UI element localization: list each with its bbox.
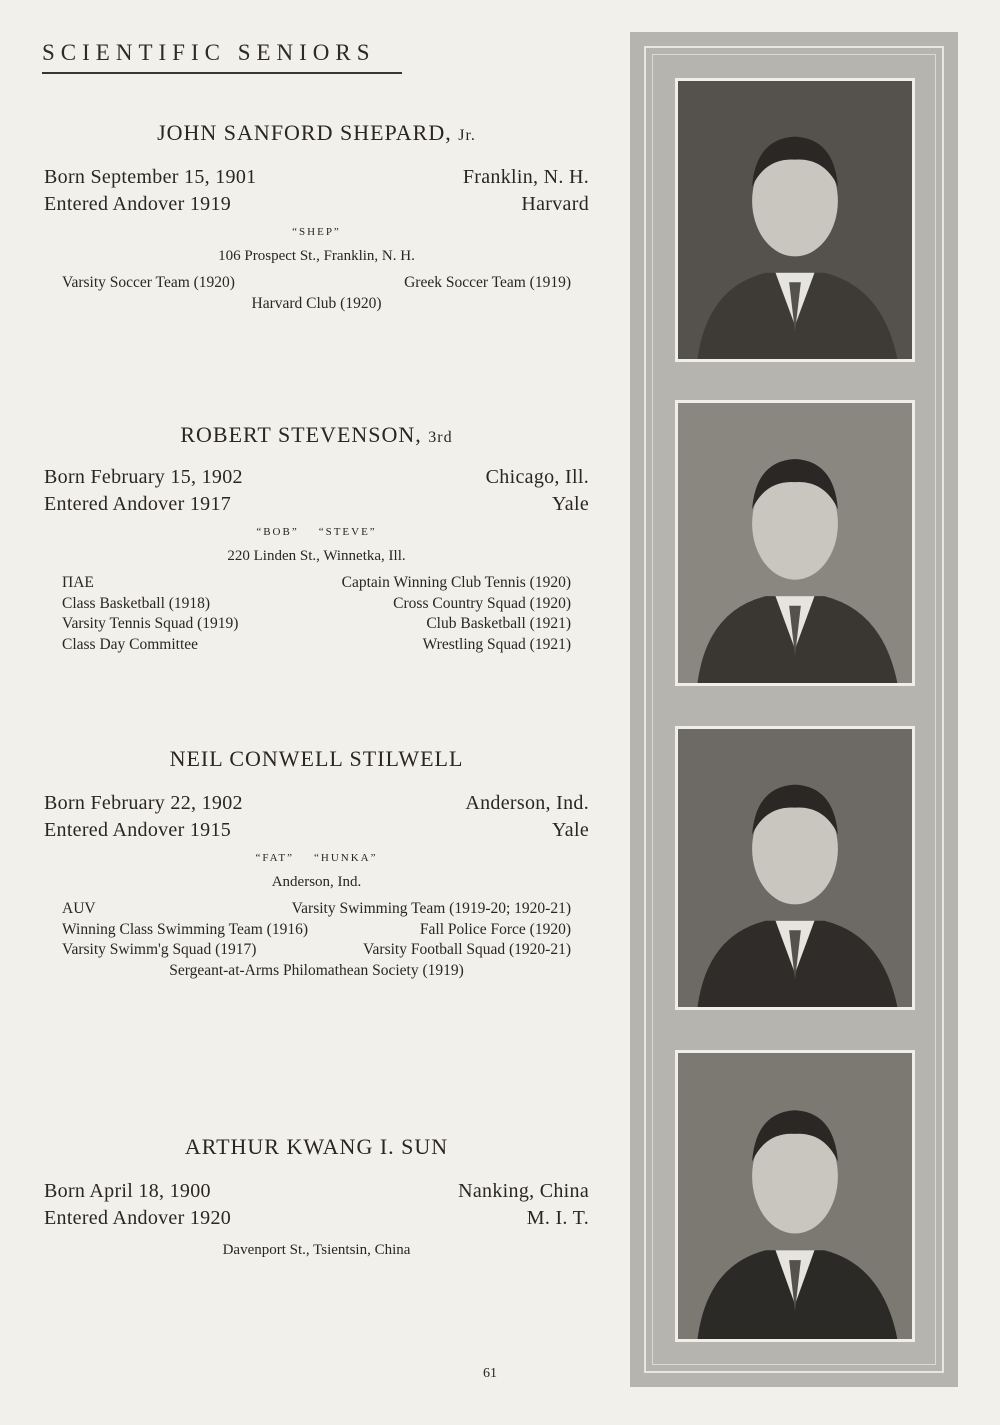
activity: Greek Soccer Team (1919) xyxy=(404,274,571,291)
birth-date: Born February 15, 1902 xyxy=(44,466,243,488)
activity: Harvard Club (1920) xyxy=(251,294,382,312)
address: Davenport St., Tsientsin, China xyxy=(222,1242,411,1258)
name-text: ARTHUR KWANG I. SUN xyxy=(184,1134,449,1159)
college: Yale xyxy=(552,819,589,841)
activity: Class Day Committee xyxy=(62,635,199,653)
birth-date: Born February 22, 1902 xyxy=(44,792,243,814)
name-suffix: Jr. xyxy=(458,127,476,144)
activity: Varsity Tennis Squad (1919) xyxy=(62,615,239,632)
name-text: JOHN SANFORD SHEPARD, xyxy=(157,120,452,145)
activities xyxy=(44,273,589,314)
birth-date: Born April 18, 1900 xyxy=(44,1180,211,1202)
name-text: NEIL CONWELL STILWELL xyxy=(169,746,464,771)
entered-year: Entered Andover 1919 xyxy=(44,193,232,215)
portrait-photo xyxy=(675,78,915,362)
hometown: Anderson, Ind. xyxy=(465,792,589,814)
activity: Varsity Swimming Team (1919-20; 1920-21) xyxy=(291,900,571,917)
college: M. I. T. xyxy=(526,1207,589,1229)
hometown: Franklin, N. H. xyxy=(462,166,589,188)
activity: Wrestling Squad (1921) xyxy=(422,635,571,653)
hometown: Nanking, China xyxy=(458,1180,589,1202)
entered-year: Entered Andover 1920 xyxy=(44,1207,232,1229)
activity: Class Basketball (1918) xyxy=(62,594,211,612)
entered-year: Entered Andover 1917 xyxy=(44,493,232,515)
activity: Fall Police Force (1920) xyxy=(419,920,571,938)
activity: Captain Winning Club Tennis (1920) xyxy=(341,574,571,591)
activity: AUV xyxy=(62,900,96,917)
address: 220 Linden St., Winnetka, Ill. xyxy=(227,548,406,564)
address: Anderson, Ind. xyxy=(271,874,362,890)
senior-name xyxy=(44,746,589,772)
name-text: ROBERT STEVENSON, xyxy=(180,422,422,447)
activity: Varsity Soccer Team (1920) xyxy=(62,274,235,291)
activities xyxy=(44,899,589,981)
portrait-photo xyxy=(675,400,915,686)
activity: Cross Country Squad (1920) xyxy=(393,594,571,612)
activity: Sergeant-at-Arms Philomathean Society (1919) xyxy=(169,961,464,979)
activities xyxy=(44,573,589,655)
senior-entry-stilwell xyxy=(44,746,589,981)
nickname: “STEVE” xyxy=(318,526,377,538)
nickname: “FAT” xyxy=(255,852,295,864)
senior-name xyxy=(44,1134,589,1160)
college: Yale xyxy=(552,493,589,515)
senior-entry-sun xyxy=(44,1134,589,1259)
senior-entry-stevenson xyxy=(44,422,589,655)
senior-name xyxy=(44,120,589,146)
nicknames xyxy=(44,226,589,238)
address: 106 Prospect St., Franklin, N. H. xyxy=(218,248,415,264)
nicknames xyxy=(44,852,589,864)
college: Harvard xyxy=(521,193,589,215)
entered-year: Entered Andover 1915 xyxy=(44,819,232,841)
page-number: 61 xyxy=(483,1366,497,1381)
senior-name xyxy=(44,422,589,448)
activity: Winning Class Swimming Team (1916) xyxy=(62,920,308,938)
section-header: SCIENTIFIC SENIORS xyxy=(42,40,402,74)
portrait-photo xyxy=(675,726,915,1010)
birth-date: Born September 15, 1901 xyxy=(44,166,257,188)
activity: Varsity Swimm'g Squad (1917) xyxy=(62,941,257,958)
activity: ΠAE xyxy=(62,574,94,591)
activity: Club Basketball (1921) xyxy=(426,615,571,632)
nickname: “HUNKA” xyxy=(314,852,378,864)
portrait-photo xyxy=(675,1050,915,1342)
portrait-stilwell xyxy=(678,729,912,1007)
nicknames xyxy=(44,526,589,538)
name-suffix: 3rd xyxy=(428,429,453,446)
nickname: “SHEP” xyxy=(292,226,341,238)
activity: Varsity Football Squad (1920-21) xyxy=(363,941,571,958)
portrait-sun xyxy=(678,1053,912,1339)
portrait-shepard xyxy=(678,81,912,359)
senior-entry-shepard xyxy=(44,120,589,314)
nickname: “BOB” xyxy=(256,526,299,538)
hometown: Chicago, Ill. xyxy=(485,466,589,488)
portrait-stevenson xyxy=(678,403,912,683)
